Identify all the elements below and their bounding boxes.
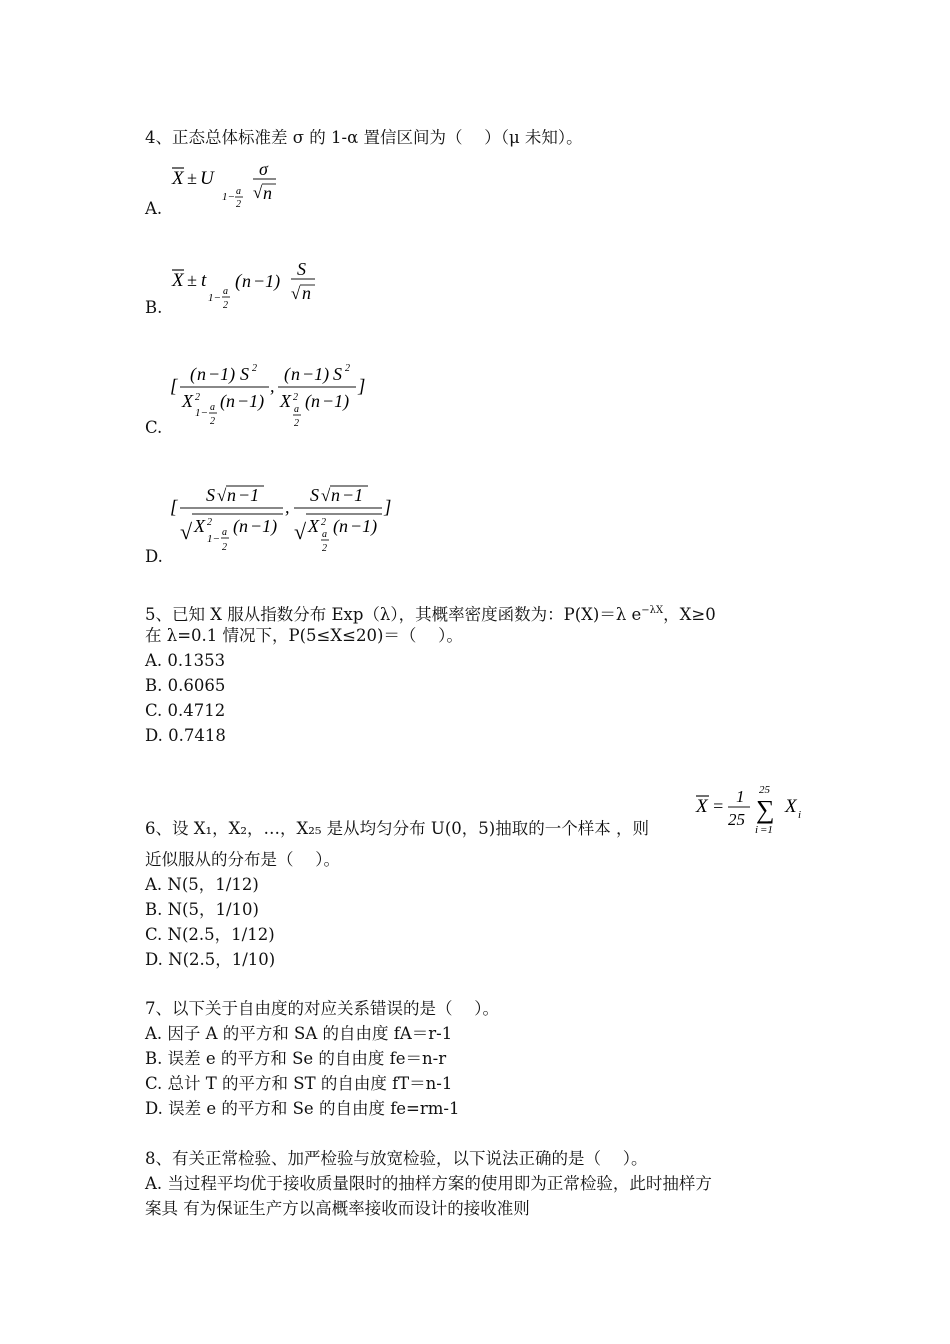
svg-text:1−: 1− [222,191,235,203]
svg-text:25: 25 [759,784,770,796]
svg-text:√: √ [180,519,193,544]
svg-text:(: ( [284,364,290,384]
svg-text:−1): −1) [350,516,378,536]
svg-text:−1: −1 [342,485,364,505]
q7-option-a: A. 因子 A 的平方和 SA 的自由度 fA＝r-1 [145,1024,453,1043]
svg-text:a: a [210,402,215,413]
svg-text:(: ( [305,391,311,411]
q4-option-b-formula [170,257,330,315]
svg-text:i: i [755,824,759,836]
svg-text:−1): −1) [302,364,330,384]
q4-option-a-label: A. [145,199,163,218]
q6-option-b: B. N(5，1/10) [145,900,259,919]
q6-stem-line1: 6、设 X₁，X₂，…，X₂₅ 是从均匀分布 U(0，5)抽取的一个样本 ，则 [145,819,649,838]
q6-option-a: A. N(5，1/12) [145,875,259,894]
svg-text:S: S [206,485,215,505]
svg-text:(: ( [333,516,339,536]
svg-text:(: ( [233,516,239,536]
q5-option-c: C. 0.4712 [145,701,226,720]
q5-stem-line2: 在 λ=0.1 情况下，P(5≤X≤20)＝（ ）。 [145,626,463,645]
svg-text:n: n [263,183,272,203]
svg-text:X: X [785,796,797,817]
svg-text:n: n [227,485,236,505]
svg-text:S: S [333,364,342,384]
q4-option-a-formula [170,158,300,214]
q5-option-a: A. 0.1353 [145,651,226,670]
svg-text:X: X [172,168,184,189]
svg-text:√: √ [321,486,331,505]
svg-text:σ: σ [259,159,268,179]
q5-stem-line1-text: 5、已知 X 服从指数分布 Exp（λ），其概率密度函数为：P(X)＝λ e [145,605,642,624]
svg-text:a: a [294,404,299,415]
svg-text:n: n [339,516,348,536]
svg-text:−1): −1) [322,391,350,411]
svg-text:2: 2 [236,199,241,210]
svg-text:1−: 1− [208,292,221,304]
svg-text:n: n [331,485,340,505]
q6-stem-line2: 近似服从的分布是（ ）。 [145,850,340,869]
svg-text:n: n [242,271,251,291]
svg-text:2: 2 [294,418,299,429]
svg-text:2: 2 [322,543,327,554]
svg-text:2: 2 [223,300,228,311]
svg-text:√: √ [291,284,301,303]
svg-text:[: [ [170,497,178,518]
svg-text:2: 2 [195,392,200,403]
svg-text:n: n [197,364,206,384]
q7-stem: 7、以下关于自由度的对应关系错误的是（ ）。 [145,999,499,1018]
svg-text:∑: ∑ [756,795,775,824]
svg-text:X: X [172,270,184,291]
q4-option-b-label: B. [145,298,163,317]
q4-option-d-label: D. [145,547,163,566]
svg-text:a: a [236,186,241,197]
svg-text:−1): −1) [208,364,236,384]
svg-text:25: 25 [728,810,745,829]
svg-text:n: n [311,391,320,411]
svg-text:X: X [280,391,291,411]
svg-text:√: √ [217,486,227,505]
svg-text:2: 2 [207,517,212,528]
svg-text:2: 2 [293,392,298,403]
svg-text:±: ± [187,168,197,188]
svg-text:√: √ [294,519,307,544]
q8-stem: 8、有关正常检验、加严检验与放宽检验，以下说法正确的是（ ）。 [145,1149,648,1168]
svg-text:=1: =1 [760,824,773,836]
svg-text:]: ] [384,497,392,518]
svg-text:−1): −1) [237,391,265,411]
svg-text:a: a [322,529,327,540]
svg-text:±: ± [187,270,197,290]
svg-text:2: 2 [222,542,227,553]
svg-text:2: 2 [345,363,350,374]
svg-text:−1): −1) [253,271,281,291]
q5-stem-line1 [145,600,716,626]
svg-text:X: X [308,516,319,536]
svg-text:2: 2 [252,363,257,374]
q5-option-b: B. 0.6065 [145,676,226,695]
svg-text:n: n [291,364,300,384]
svg-text:[: [ [170,376,178,397]
svg-text:]: ] [358,376,366,397]
svg-text:S: S [297,259,306,279]
q7-option-d: D. 误差 e 的平方和 Se 的自由度 fe=rm-1 [145,1099,460,1118]
svg-text:,: , [285,497,290,517]
q4-option-d-formula [170,477,400,571]
q5-stem-exponent: −λX [641,605,664,616]
svg-text:t: t [201,270,207,291]
svg-text:S: S [240,364,249,384]
svg-text:S: S [310,485,319,505]
svg-text:2: 2 [210,416,215,427]
svg-text:1−: 1− [207,533,220,545]
svg-text:U: U [200,168,214,189]
q4-option-c-label: C. [145,418,163,437]
q6-mean-formula [692,778,812,842]
svg-text:2: 2 [321,517,326,528]
svg-text:n: n [239,516,248,536]
q7-option-b: B. 误差 e 的平方和 Se 的自由度 fe＝n-r [145,1049,447,1068]
svg-text:(: ( [220,391,226,411]
q6-option-c: C. N(2.5，1/12) [145,925,275,944]
svg-text:n: n [302,283,311,303]
svg-text:X: X [182,391,193,411]
svg-text:(: ( [190,364,196,384]
svg-text:−1: −1 [238,485,260,505]
q6-option-d: D. N(2.5，1/10) [145,950,276,969]
svg-text:X: X [194,516,205,536]
q5-stem-line1-tail: ，X≥0 [663,605,716,624]
svg-text:1−: 1− [195,407,208,419]
svg-text:1: 1 [736,787,745,806]
svg-text:X: X [696,796,708,817]
svg-text:,: , [270,376,275,396]
svg-text:=: = [712,796,725,816]
svg-text:−1): −1) [250,516,278,536]
svg-text:i: i [798,809,802,821]
q4-stem: 4、正态总体标准差 σ 的 1-α 置信区间为（ ）（μ 未知）。 [145,128,583,147]
svg-text:a: a [222,527,227,538]
svg-text:n: n [226,391,235,411]
q5-option-d: D. 0.7418 [145,726,226,745]
svg-text:√: √ [253,183,263,202]
svg-text:a: a [223,286,228,297]
q8-option-a-line1: A. 当过程平均优于接收质量限时的抽样方案的使用即为正常检验，此时抽样方 [145,1174,712,1193]
q8-option-a-line2: 案具 有为保证生产方以高概率接收而设计的接收准则 [145,1199,530,1218]
q4-option-c-formula [170,358,370,440]
q7-option-c: C. 总计 T 的平方和 ST 的自由度 fT＝n-1 [145,1074,453,1093]
svg-text:(: ( [235,271,242,292]
